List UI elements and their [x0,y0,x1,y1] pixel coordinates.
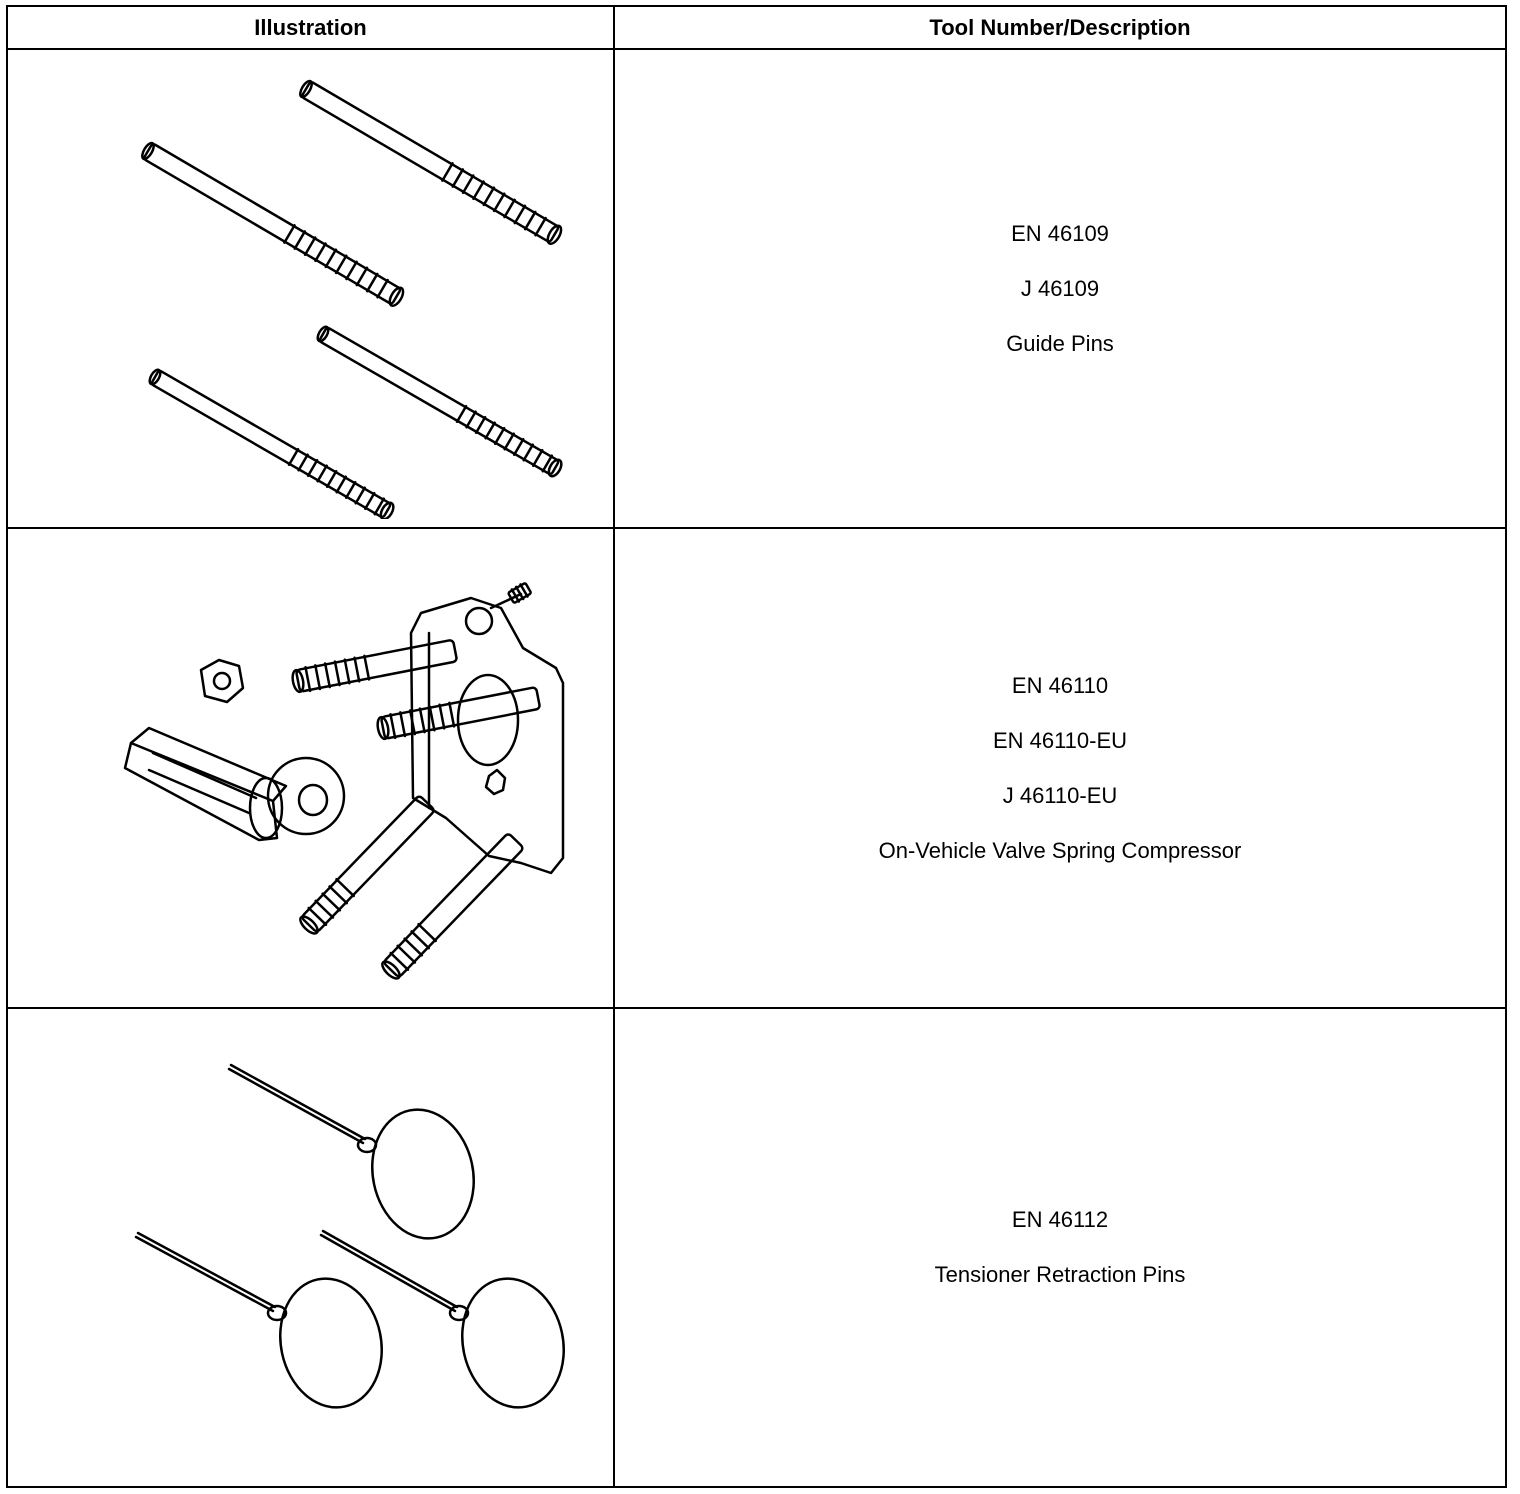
tool-number: EN 46109 [1011,221,1109,247]
tool-number: EN 46110-EU [992,727,1128,753]
stud [296,794,435,937]
retraction-pin [136,1233,393,1417]
valve-spring-compressor-illustration [51,538,571,998]
tool-number: EN 46112 [1011,1207,1109,1233]
guide-pin [297,78,563,246]
tool-description: Guide Pins [1006,331,1114,357]
description-cell [614,528,1506,1007]
table-row [7,49,1506,528]
hex-nut-icon [201,660,243,702]
table-header-row [7,6,1506,49]
plate-nut [486,770,505,794]
illustration-column-header: Illustration [7,6,614,49]
stud [378,832,524,982]
plate-bolt-head [466,608,492,634]
tool-description: On-Vehicle Valve Spring Compressor [878,837,1242,863]
stud [507,582,531,604]
compressor-plate [411,598,563,873]
retraction-pin [321,1231,571,1417]
tool-number: J 46110-EU [1002,782,1118,808]
illustration-cell [7,1008,614,1487]
table-row [7,528,1506,1007]
arm-socket [268,758,344,834]
tool-description: Tensioner Retraction Pins [934,1262,1186,1288]
table-row [7,1008,1506,1487]
compressor-arm [125,728,344,840]
special-tools-table [6,5,1507,1488]
retraction-pins-illustration [51,1017,571,1477]
illustration-cell [7,528,614,1007]
stud [290,639,457,694]
description-cell [614,1008,1506,1487]
guide-pins-illustration [51,59,571,519]
tool-number: EN 46110 [1011,672,1109,698]
guide-pin [139,140,405,308]
description-cell [614,49,1506,528]
tool-number: J 46109 [1020,276,1100,302]
guide-pin [147,367,396,519]
retraction-pin [229,1065,485,1248]
guide-pin [315,324,564,478]
description-column-header: Tool Number/Description [614,6,1506,49]
illustration-cell [7,49,614,528]
